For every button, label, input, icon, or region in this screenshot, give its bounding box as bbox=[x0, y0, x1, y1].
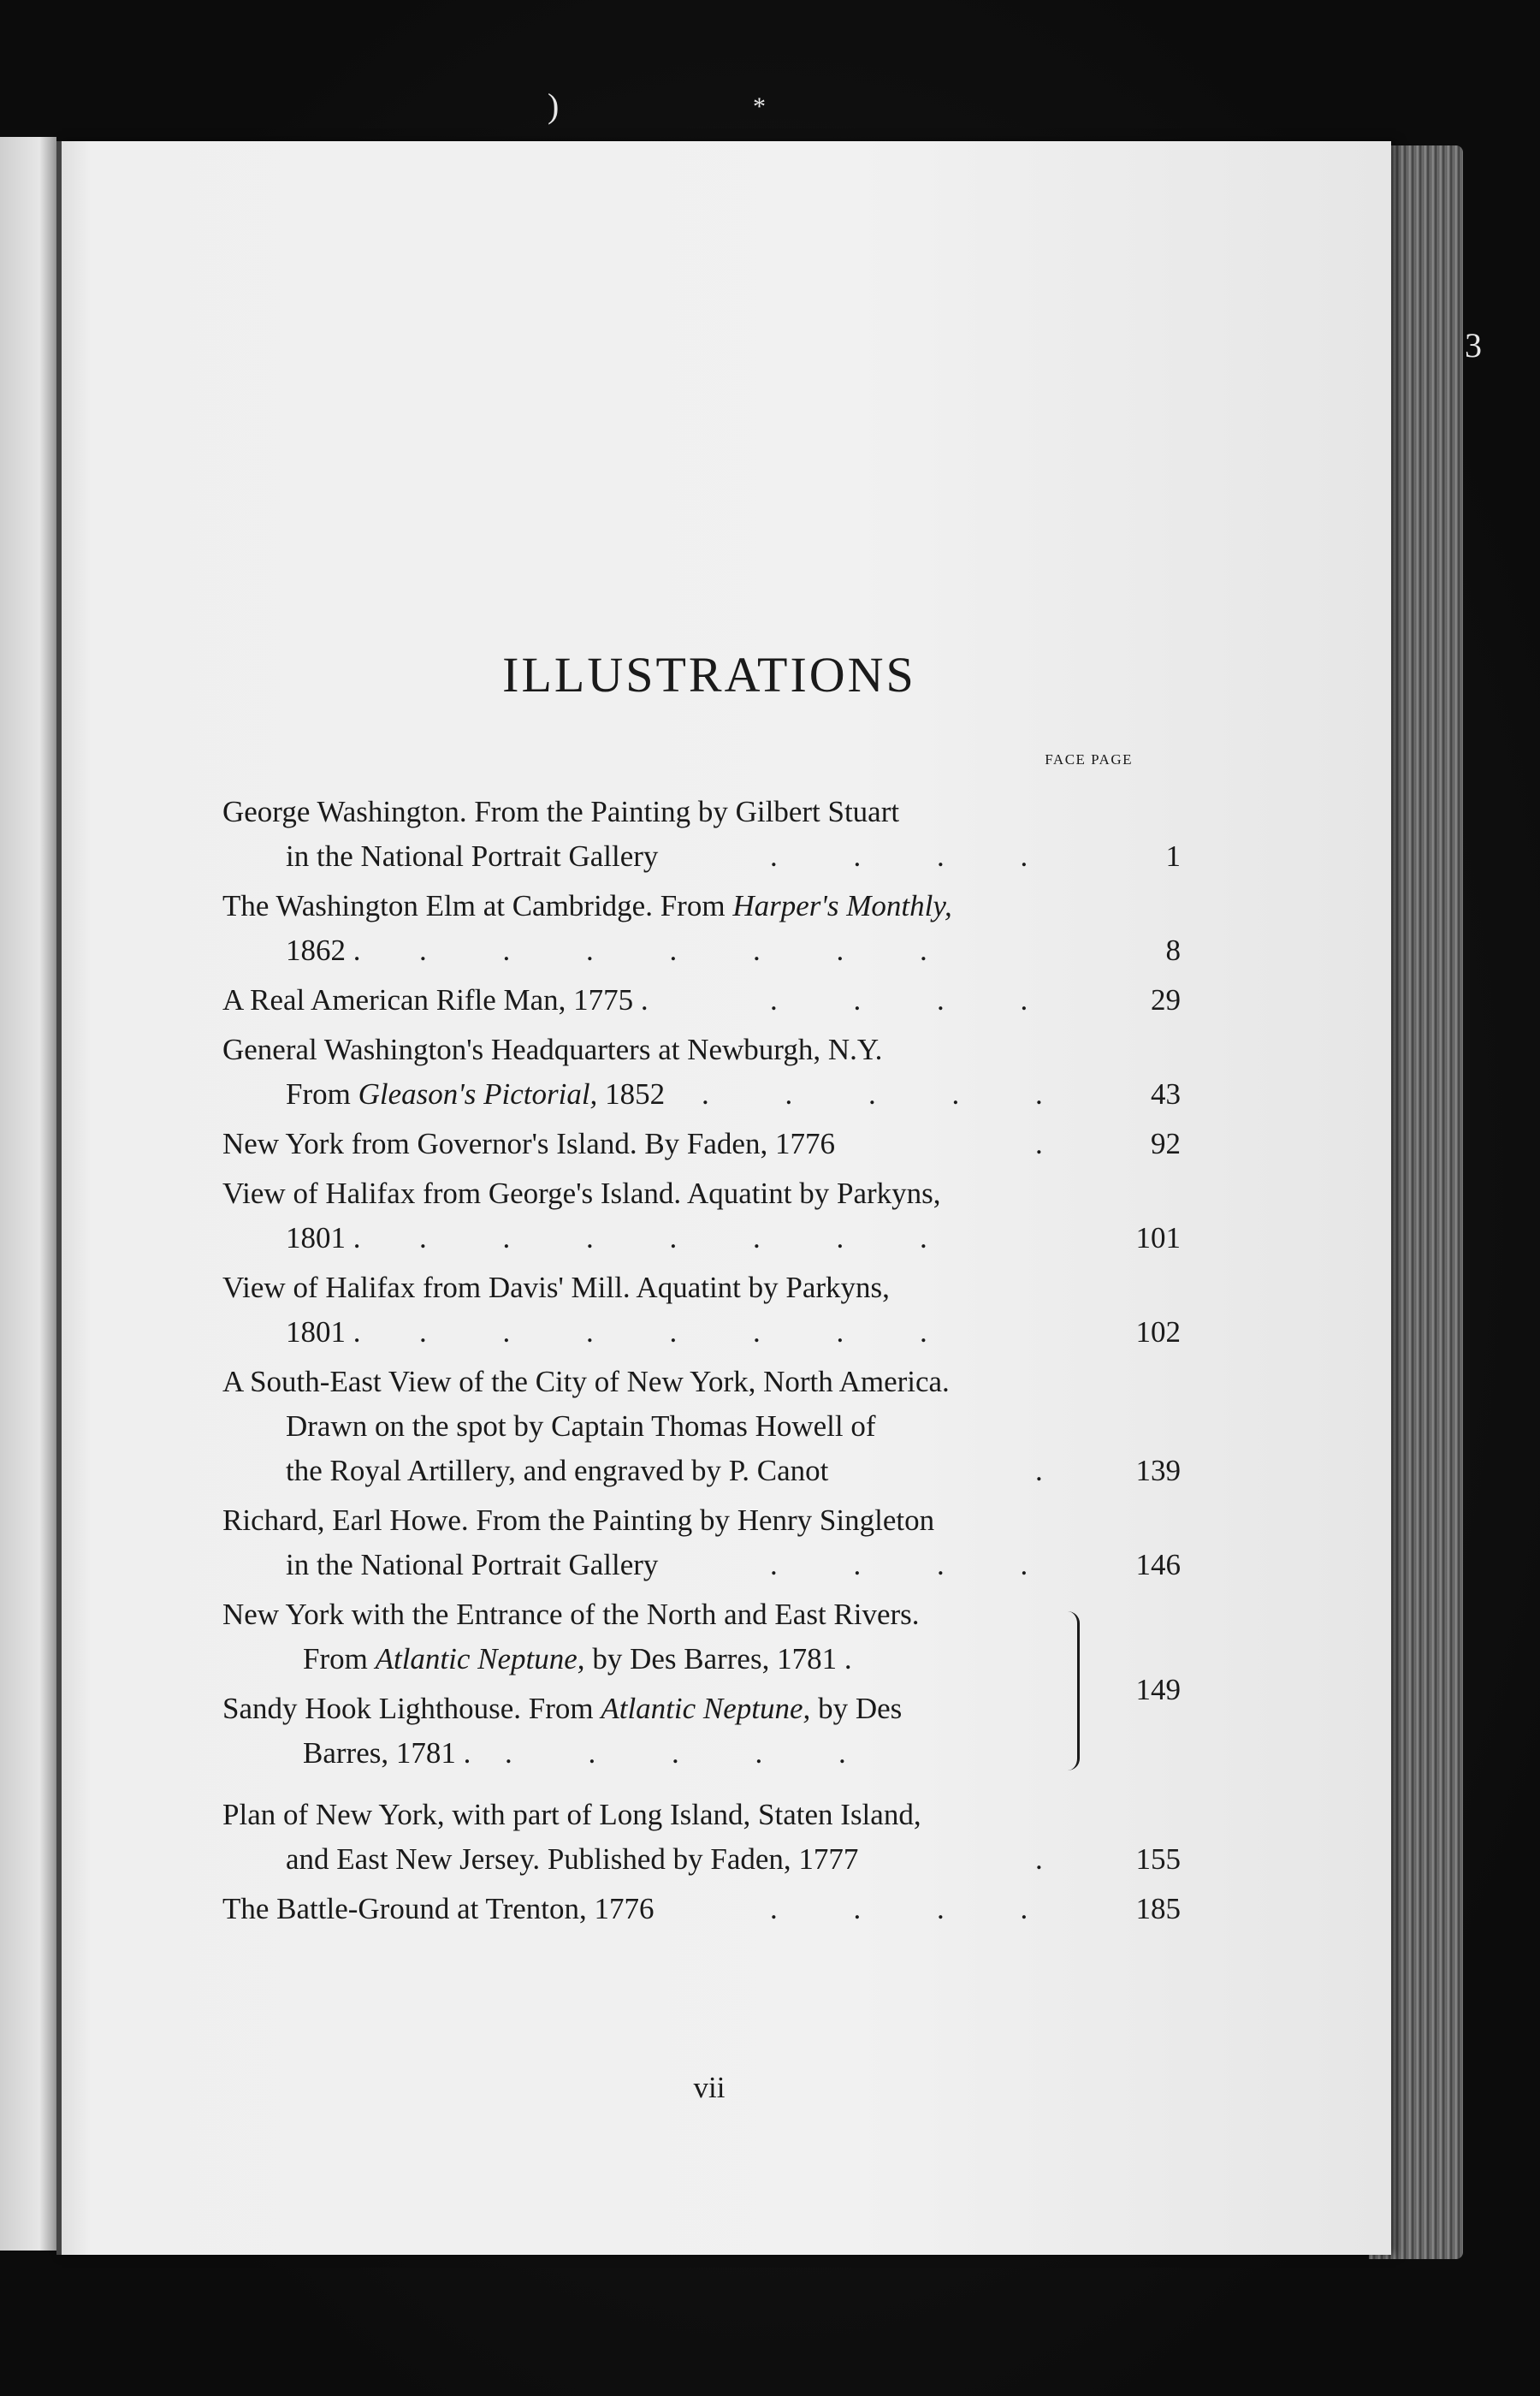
entry-italic-title: Atlantic Neptune, bbox=[375, 1642, 585, 1675]
entry-text: Barres, 1781 . bbox=[303, 1736, 471, 1770]
entry-text-line bbox=[222, 834, 1181, 879]
entry-italic-title: Atlantic Neptune, bbox=[601, 1692, 811, 1725]
list-item bbox=[222, 978, 1181, 1023]
entry-text: View of Halifax from Davis' Mill. Aquatint by Parkyns, bbox=[222, 1271, 890, 1304]
entry-text: A South-East View of the City of New York, North America. bbox=[222, 1365, 950, 1398]
entry-text-line bbox=[222, 1731, 1181, 1776]
entry-page-number: 8 bbox=[1165, 934, 1181, 967]
dot-leader: . . . . bbox=[770, 1548, 1063, 1581]
entry-text: 1801 . bbox=[286, 1221, 361, 1254]
entry-text-line bbox=[222, 1122, 1181, 1166]
entry-text: George Washington. From the Painting by Gilbert Stuart bbox=[222, 795, 900, 828]
entry-page-number: 149 bbox=[1135, 1673, 1181, 1706]
list-item bbox=[222, 1266, 1181, 1355]
entry-page-number: 43 bbox=[1151, 1077, 1181, 1111]
entry-text: General Washington's Headquarters at Newburgh, N.Y. bbox=[222, 1033, 883, 1066]
illustrations-list bbox=[222, 790, 1181, 1936]
entry-text-line bbox=[222, 1310, 1181, 1355]
page-gutter bbox=[56, 141, 62, 2255]
entry-page-number: 139 bbox=[1135, 1454, 1181, 1487]
entry-text: New York with the Entrance of the North and East Rivers. bbox=[222, 1598, 920, 1631]
entry-text: in the National Portrait Gallery bbox=[286, 1548, 659, 1581]
entry-text-line bbox=[222, 1449, 1181, 1493]
entry-page-number: 29 bbox=[1151, 983, 1181, 1017]
page-title: ILLUSTRATIONS bbox=[502, 647, 916, 703]
entry-text: by Des Barres, 1781 . bbox=[584, 1642, 852, 1675]
entry-italic-title: Harper's Monthly, bbox=[732, 889, 952, 922]
entry-text: Drawn on the spot by Captain Thomas Howell of bbox=[286, 1409, 876, 1443]
entry-text: Sandy Hook Lighthouse. From bbox=[222, 1692, 601, 1725]
dot-leader: . . . . bbox=[770, 983, 1063, 1017]
list-item bbox=[222, 1793, 1181, 1882]
entry-page-number: 101 bbox=[1135, 1221, 1181, 1254]
entry-text: A Real American Rifle Man, 1775 . bbox=[222, 983, 649, 1017]
list-item bbox=[222, 1887, 1181, 1931]
entry-page-number: 185 bbox=[1135, 1892, 1181, 1925]
dot-leader: . . . . . . . bbox=[419, 934, 962, 967]
list-item bbox=[222, 1498, 1181, 1587]
entry-page-number: 155 bbox=[1135, 1842, 1181, 1876]
facing-page-edge bbox=[0, 137, 56, 2251]
entry-text-line bbox=[222, 1072, 1181, 1117]
entry-text-line bbox=[222, 1637, 1181, 1681]
list-item bbox=[222, 1028, 1181, 1117]
dot-leader: . . . . bbox=[770, 839, 1063, 873]
entry-text: The Washington Elm at Cambridge. From bbox=[222, 889, 733, 922]
entry-text: The Battle-Ground at Trenton, 1776 bbox=[222, 1892, 654, 1925]
entry-text-line bbox=[222, 1687, 1181, 1731]
entry-text-line bbox=[222, 978, 1181, 1023]
entry-text: New York from Governor's Island. By Faden, 1776 bbox=[222, 1127, 835, 1160]
dot-leader: . . . . . . . bbox=[419, 1221, 962, 1254]
dot-leader: . bbox=[1035, 1842, 1077, 1876]
dot-leader: . bbox=[1035, 1454, 1077, 1487]
entry-text: in the National Portrait Gallery bbox=[286, 839, 659, 873]
entry-page-number: 146 bbox=[1135, 1548, 1181, 1581]
entry-text: 1801 . bbox=[286, 1315, 361, 1349]
list-item bbox=[222, 1122, 1181, 1166]
entry-text: From bbox=[286, 1077, 358, 1111]
entry-page-number: 92 bbox=[1151, 1127, 1181, 1160]
entry-text: From bbox=[303, 1642, 376, 1675]
entry-text-line bbox=[222, 1216, 1181, 1260]
entry-text: Richard, Earl Howe. From the Painting by Henry Singleton bbox=[222, 1503, 935, 1537]
face-page-column-label: FACE PAGE bbox=[1045, 751, 1133, 768]
list-item bbox=[222, 790, 1181, 879]
entry-text: and East New Jersey. Published by Faden, 1777 bbox=[286, 1842, 859, 1876]
entry-text: Plan of New York, with part of Long Island, Staten Island, bbox=[222, 1798, 921, 1831]
entry-text-line bbox=[222, 1887, 1181, 1931]
scan-speck: 3 bbox=[1465, 326, 1482, 365]
entry-text: the Royal Artillery, and engraved by P. Canot bbox=[286, 1454, 829, 1487]
entry-text: View of Halifax from George's Island. Aquatint by Parkyns, bbox=[222, 1177, 941, 1210]
entry-italic-title: Gleason's Pictorial, bbox=[358, 1077, 598, 1111]
entry-page-number: 1 bbox=[1165, 839, 1181, 873]
dot-leader: . bbox=[1035, 1127, 1077, 1160]
dot-leader: . . . . . . . bbox=[419, 1315, 962, 1349]
entry-text-line bbox=[222, 928, 1181, 973]
page-folio-number: vii bbox=[693, 2071, 726, 2104]
dot-leader: . . . . . bbox=[702, 1077, 1077, 1111]
entry-page-number: 102 bbox=[1135, 1315, 1181, 1349]
curly-bracket bbox=[1060, 1611, 1080, 1770]
entry-text-line bbox=[222, 1837, 1181, 1882]
entry-text-line bbox=[222, 884, 1181, 928]
book-page bbox=[56, 141, 1391, 2255]
dot-leader: . . . . . bbox=[505, 1736, 880, 1770]
list-item bbox=[222, 1360, 1181, 1493]
scan-speck: ) bbox=[548, 86, 560, 125]
entry-text: by Des bbox=[810, 1692, 903, 1725]
list-item bbox=[222, 1171, 1181, 1260]
dot-leader: . . . . bbox=[770, 1892, 1063, 1925]
entry-text: 1852 bbox=[597, 1077, 666, 1111]
list-item bbox=[222, 884, 1181, 973]
scan-speck: * bbox=[753, 92, 766, 121]
bracketed-entry-group bbox=[222, 1592, 1181, 1788]
entry-text-line bbox=[222, 1543, 1181, 1587]
entry-text: 1862 . bbox=[286, 934, 361, 967]
